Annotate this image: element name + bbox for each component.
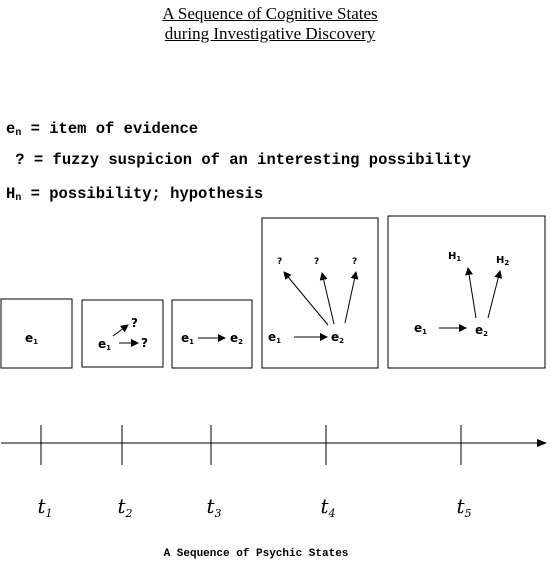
suspicion-mark: ? (352, 257, 358, 267)
suspicion-mark: ? (277, 257, 283, 267)
timeline (1, 425, 546, 465)
evidence-e2-label: e2 (475, 323, 489, 338)
suspicion-mark: ? (141, 336, 148, 350)
arrow (284, 272, 328, 325)
state-box-5 (388, 216, 545, 368)
time-label-1: $t_1$ (37, 494, 53, 520)
state-box-4 (262, 218, 378, 368)
arrow (345, 272, 356, 323)
legend-suspicion: ? = fuzzy suspicion of an interesting possibility (6, 151, 472, 169)
evidence-e2-label: e2 (331, 330, 345, 345)
evidence-e2-label: e2 (230, 331, 244, 346)
legend-hypothesis: $H_n$ = possibility; hypothesis (6, 185, 264, 204)
evidence-e1-label: e1 (181, 331, 195, 346)
arrow (113, 325, 128, 336)
suspicion-mark: ? (314, 257, 320, 267)
evidence-e1-label: e1 (414, 321, 428, 336)
time-label-3: $t_3$ (206, 494, 222, 520)
title-line-1: A Sequence of Cognitive States (162, 4, 378, 23)
arrow (488, 271, 500, 318)
evidence-e1-label: e1 (98, 337, 112, 352)
time-label-2: $t_2$ (117, 494, 133, 520)
hypothesis-h1-label: $H_1$ (448, 251, 462, 263)
title-line-2: during Investigative Discovery (164, 24, 376, 43)
suspicion-mark: ? (131, 316, 138, 330)
arrow (322, 273, 334, 324)
evidence-e1-label: e1 (25, 331, 39, 346)
time-label-4: $t_4$ (320, 494, 336, 520)
caption: A Sequence of Psychic States (163, 548, 349, 560)
state-box-3 (172, 300, 252, 368)
legend-evidence: $e_n$ = item of evidence (6, 120, 199, 139)
state-box-1 (1, 299, 72, 368)
evidence-e1-label: e1 (268, 330, 282, 345)
state-box-2 (82, 300, 163, 367)
hypothesis-h2-label: $H_2$ (496, 255, 510, 267)
time-label-5: $t_5$ (456, 494, 472, 520)
arrow (468, 268, 476, 318)
